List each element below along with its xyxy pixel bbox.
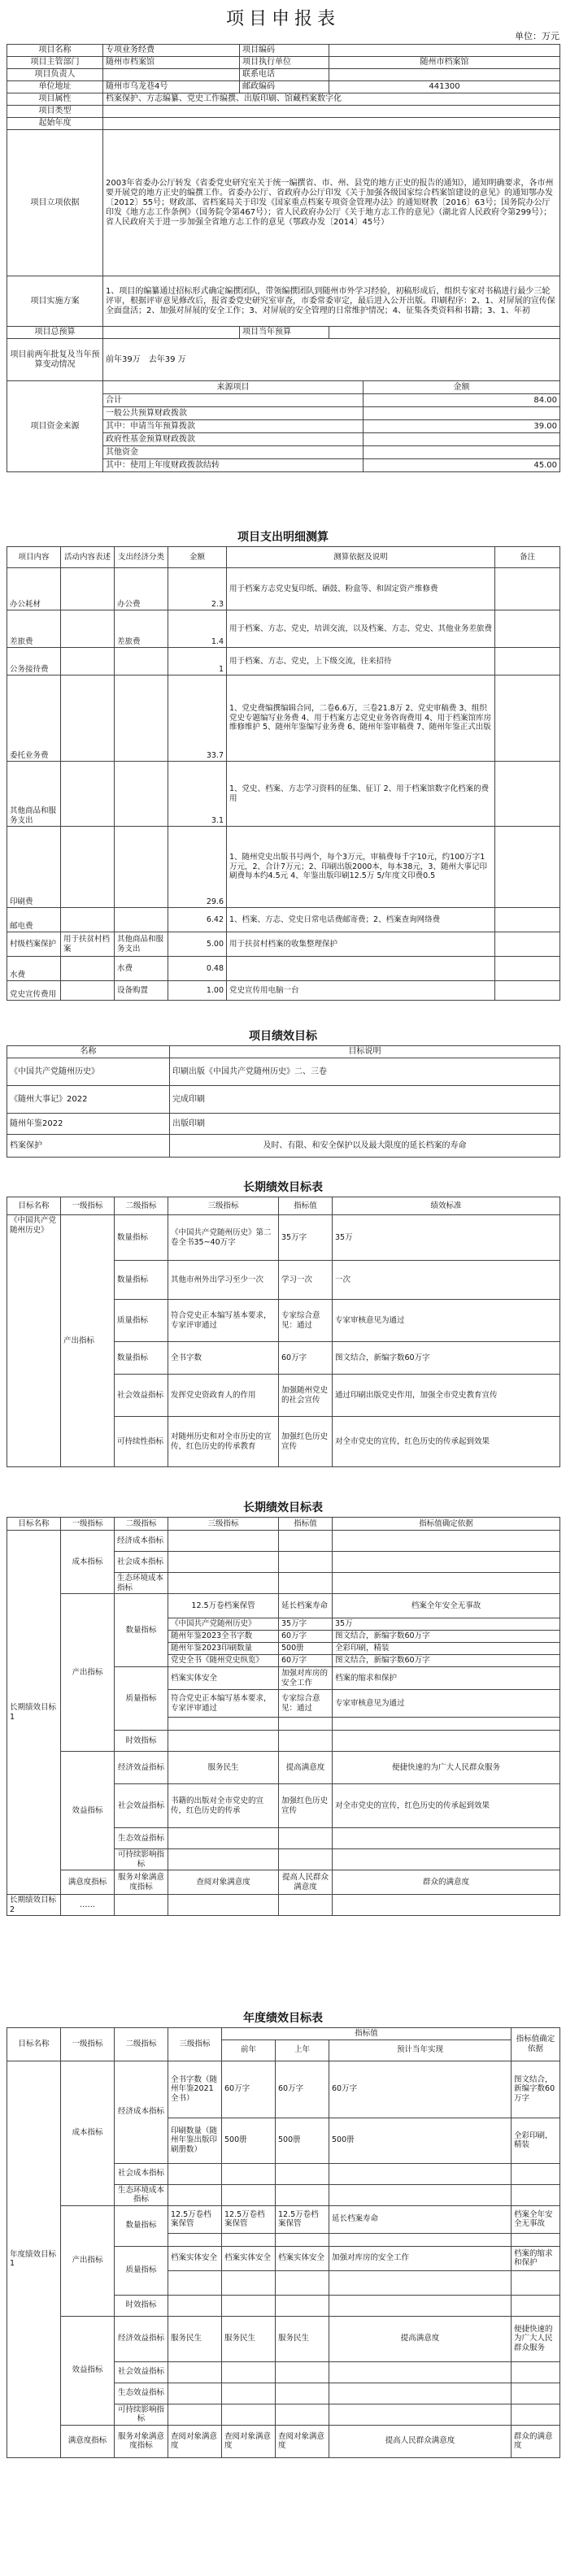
long1-header: 指标值 <box>279 1197 333 1215</box>
performance-goal: 印刷出版《中国共产党随州历史》二、三卷 <box>170 1058 560 1086</box>
long1-level2: 质量指标 <box>115 1300 168 1342</box>
project-name-value: 专项业务经费 <box>103 45 240 57</box>
funding-row-amount: 84.00 <box>364 394 560 407</box>
long2-level3: 符合党史正本编写基本要求，专家评审通过 <box>168 1690 279 1718</box>
basic-info-section <box>0 44 566 472</box>
funding-label: 项目资金来源 <box>7 381 103 472</box>
long2-level3: 随州年鉴2023印刷数量 <box>168 1643 279 1655</box>
attr-value: 档案保护、方志编纂、党史工作编撰、出版印刷、馆藏档案数字化 <box>103 93 560 106</box>
annual-title: 年度绩效目标表 <box>243 2012 323 2025</box>
expense-class <box>115 675 168 762</box>
long1-level2: 可持续性指标 <box>115 1417 168 1467</box>
owner-label: 项目负责人 <box>7 69 103 81</box>
long2-social-value: 加强红色历史宣传 <box>279 1784 333 1828</box>
long1-standard: 对全市党史的宣传，红色历史的传承起到效果 <box>333 1417 560 1467</box>
annual-econ-a: 服务民生 <box>222 2316 276 2361</box>
funding-row-name: 其他资金 <box>103 446 364 459</box>
annual-cost-l2: 经济成本指标 <box>115 2061 168 2163</box>
expense-activity <box>61 981 115 1001</box>
annual-sat-l2: 服务对象满意度指标 <box>115 2425 168 2457</box>
expense-amount: 3.1 <box>168 762 227 827</box>
expense-note <box>495 610 560 648</box>
basis-value: 2003年省委办公厅转发《省委党史研究室关于统一编撰省、市、州、县党的地方正史的报告的通知》，通知明确要求，各市州要开展党的地方正史的编撰工作。省委办公厅、省政府办公厅印发《关于加强各级国家综合档案馆建设的意见》的通知鄂办发〔2012〕55号；财政部、省档案局关于印发《国家重点档案专项资金管理办法》的通知财教〔2016〕63号；国务院办公厅印发《地方志工作条例》（国务院令第467号）；省人民政府办公厅《关于地方志工作的意见》（湖北省人民政府令第299号）；省人民政府关于进一步加强全省地方志工作的意见（鄂政办发〔2014〕45号） <box>103 130 560 276</box>
project-name-label: 项目名称 <box>7 45 103 57</box>
funding-row-name: 其中：申请当年预算拨款 <box>103 420 364 433</box>
expense-header: 测算依据及说明 <box>227 547 495 568</box>
annual-social: 社会效益指标 <box>115 2361 168 2383</box>
annual-std: 全彩印刷，精装 <box>512 2118 560 2163</box>
performance-goal: 及时、有限、和安全保护以及最大限度的延长档案的寿命 <box>170 1135 560 1158</box>
annual-sat-l3: 查阅对象满意度 <box>168 2425 222 2457</box>
annual-c: 500册 <box>329 2118 512 2163</box>
long1-level3: 符合党史正本编写基本要求，专家评审通过 <box>168 1300 279 1342</box>
annual-l3: 档案实体安全 <box>168 2246 222 2270</box>
funding-row-name: 政府性基金预算财政拨款 <box>103 433 364 446</box>
annual-b: 60万字 <box>276 2061 329 2118</box>
expense-activity <box>61 908 115 932</box>
annual-a: 60万字 <box>222 2061 276 2118</box>
expense-item: 委托业务费 <box>7 675 61 762</box>
long1-value: 专家综合意见：通过 <box>279 1300 333 1342</box>
dept-value: 随州市档案馆 <box>103 57 240 69</box>
annual-sat-c: 提高人民群众满意度 <box>329 2425 512 2457</box>
long1-level3: 《中国共产党随州历史》第二卷全书35~40万字 <box>168 1215 279 1261</box>
expense-note <box>495 762 560 827</box>
expense-activity <box>61 568 115 610</box>
expense-class: 水费 <box>115 957 168 981</box>
annual-std: 图文结合，新编字数60万字 <box>512 2061 560 2118</box>
annual-l3: 全书字数（随州年鉴2021全书） <box>168 2061 222 2118</box>
long2-cost-item: 经济成本指标 <box>115 1531 168 1552</box>
expense-note <box>495 908 560 932</box>
project-code-label: 项目编码 <box>240 45 329 57</box>
expense-activity <box>61 827 115 908</box>
expense-item: 其他商品和服务支出 <box>7 762 61 827</box>
long1-header: 三级指标 <box>168 1197 279 1215</box>
expense-note <box>495 568 560 610</box>
impl-value: 1、项目的编纂通过招标形式确定编撰团队，带领编撰团队到随州市外学习经验，初稿形成后，组织专家对书稿进行最少三轮评审，根据评审意见修改后，报省委党史研究室审查，市委常委审定，最后进入公开出版。印刷程序：2、1、对屏展的宣传保全面盘活；2、加强对屏展的安全工作；3、对屏展的安全管理的日常维护情况；4、征集各类资料和书籍；3、1、年初 <box>103 276 560 327</box>
funding-row-name: 其中：使用上年度财政拨款结转 <box>103 459 364 472</box>
long2-value: 35万字 <box>279 1618 333 1631</box>
performance-table <box>7 1045 560 1158</box>
long2-level3: 档案实体安全 <box>168 1667 279 1690</box>
long1-goal: 《中国共产党随州历史》 <box>7 1215 61 1467</box>
long1-standard: 专家审核意见为通过 <box>333 1300 560 1342</box>
expense-desc: 党史宣传用电脑一台 <box>227 981 495 1001</box>
annual-a: 500册 <box>222 2118 276 2163</box>
type-value <box>103 106 560 118</box>
expense-amount: 6.42 <box>168 908 227 932</box>
long1-value: 学习一次 <box>279 1261 333 1300</box>
annual-quality: 质量指标 <box>115 2246 168 2295</box>
funding-row-amount <box>364 407 560 420</box>
funding-row-amount <box>364 433 560 446</box>
expense-header: 备注 <box>495 547 560 568</box>
long-term-title-2: 长期绩效目标表 <box>243 1501 323 1514</box>
long2-sat-l3: 查阅对象满意度 <box>168 1870 279 1895</box>
long2-goal: 长期绩效目标1 <box>7 1531 61 1895</box>
expense-amount: 0.48 <box>168 957 227 981</box>
long2-header: 目标名称 <box>7 1518 61 1531</box>
year-label: 起始年度 <box>7 118 103 130</box>
annual-std: 档案的缩求和保护 <box>512 2246 560 2270</box>
annual-econ-c: 提高满意度 <box>329 2316 512 2361</box>
long1-level1: 产出指标 <box>61 1215 115 1467</box>
long1-header: 绩效标准 <box>333 1197 560 1215</box>
expense-amount: 33.7 <box>168 675 227 762</box>
expense-activity <box>61 675 115 762</box>
long1-standard: 35万 <box>333 1215 560 1261</box>
long2-header: 一级指标 <box>61 1518 115 1531</box>
performance-name: 《随州大事记》2022 <box>7 1086 170 1114</box>
long2-sat-l2: 服务对象满意度指标 <box>115 1870 168 1895</box>
basic-info-table <box>7 44 560 381</box>
performance-name: 随州年鉴2022 <box>7 1114 170 1135</box>
expense-section <box>0 527 566 1001</box>
expense-amount: 1.00 <box>168 981 227 1001</box>
expense-item: 邮电费 <box>7 908 61 932</box>
annual-cost-item: 社会成本指标 <box>115 2163 168 2184</box>
expense-item: 水费 <box>7 957 61 981</box>
long1-value: 35万字 <box>279 1215 333 1261</box>
expense-class: 其他商品和服务支出 <box>115 932 168 957</box>
long1-standard: 图文结合，新编字数60万字 <box>333 1342 560 1375</box>
address-label: 单位地址 <box>7 81 103 93</box>
performance-name: 档案保护 <box>7 1135 170 1158</box>
expense-note <box>495 957 560 981</box>
expense-desc: 用于档案方志党史复印纸、硒鼓、粉盒等、和固定资产维修费 <box>227 568 495 610</box>
long1-level2: 数量指标 <box>115 1215 168 1261</box>
basis-label: 项目立项依据 <box>7 130 103 276</box>
expense-item: 党史宣传费用 <box>7 981 61 1001</box>
expense-desc <box>227 957 495 981</box>
long2-econ-std: 便捷快速的为广大人民群众服务 <box>333 1752 560 1784</box>
annual-b: 档案实体安全 <box>276 2246 329 2270</box>
performance-section <box>0 1026 566 1158</box>
expense-header: 活动内容表述 <box>61 547 115 568</box>
annual-header-l3: 三级指标 <box>168 2028 222 2061</box>
long-term-table-1 <box>7 1197 560 1467</box>
funding-row-amount: 39.00 <box>364 420 560 433</box>
expense-note <box>495 932 560 957</box>
annual-std <box>512 2270 560 2295</box>
long1-value: 60万字 <box>279 1342 333 1375</box>
annual-c: 加强对库房的安全工作 <box>329 2246 512 2270</box>
annual-l3 <box>168 2270 222 2295</box>
annual-sat-a: 查阅对象满意度 <box>222 2425 276 2457</box>
expense-amount: 1 <box>168 648 227 675</box>
current-budget-label: 项目当年预算 <box>240 327 329 339</box>
long1-level3: 对随州历史和对全市历史的宣传，红色历史的传承教育 <box>168 1417 279 1467</box>
annual-econ-std: 便捷快速的为广大人民群众服务 <box>512 2316 560 2361</box>
long1-level2: 社会效益指标 <box>115 1375 168 1417</box>
annual-time: 时效指标 <box>115 2295 168 2316</box>
funding-row-amount <box>364 446 560 459</box>
annual-header-prev: 上年 <box>276 2040 329 2061</box>
annual-header-cur: 预计当年实现 <box>329 2040 512 2061</box>
zip-label: 邮政编码 <box>240 81 329 93</box>
annual-header-value: 指标值 <box>222 2028 512 2040</box>
funding-row-name: 一般公共预算财政拨款 <box>103 407 364 420</box>
long2-level3: 《中国共产党随州历史》 <box>168 1618 279 1631</box>
long2-header: 三级指标 <box>168 1518 279 1531</box>
long2-dots: …… <box>61 1895 115 1916</box>
annual-eco: 生态效益指标 <box>115 2383 168 2404</box>
expense-item: 办公耗材 <box>7 568 61 610</box>
expense-table <box>7 546 560 1001</box>
long2-standard: 图文结合，新编字数60万字 <box>333 1655 560 1667</box>
type-label: 项目类型 <box>7 106 103 118</box>
long2-social-l3: 书籍的出版对全市党史的宣传，红色历史的传承 <box>168 1784 279 1828</box>
long1-header: 一级指标 <box>61 1197 115 1215</box>
annual-c: 延长档案寿命 <box>329 2205 512 2233</box>
long1-standard: 通过印刷出版党史作用，加强全市党史教育宣传 <box>333 1375 560 1417</box>
expense-class: 设备购置 <box>115 981 168 1001</box>
annual-header-l2: 二级指标 <box>115 2028 168 2061</box>
long2-quality: 质量指标 <box>115 1667 168 1731</box>
long1-level2: 数量指标 <box>115 1342 168 1375</box>
expense-activity <box>61 610 115 648</box>
annual-c <box>329 2270 512 2295</box>
expense-class: 差旅费 <box>115 610 168 648</box>
long2-time: 时效指标 <box>115 1731 168 1752</box>
long2-output: 产出指标 <box>61 1594 115 1752</box>
annual-sat-std: 群众的满意度 <box>512 2425 560 2457</box>
long2-level3: 随州年鉴2023全书字数 <box>168 1631 279 1643</box>
annual-header-std: 指标值确定依据 <box>512 2028 560 2061</box>
annual-b: 500册 <box>276 2118 329 2163</box>
long2-header: 指标值 <box>279 1518 333 1531</box>
long2-cost: 成本指标 <box>61 1531 115 1594</box>
prev-budget-value: 前年39万 去年39 万 <box>103 339 560 381</box>
expense-amount: 1.4 <box>168 610 227 648</box>
annual-sat: 满意度指标 <box>61 2425 115 2457</box>
performance-title: 项目绩效目标 <box>249 1030 317 1043</box>
long-term-title-1: 长期绩效目标表 <box>243 1181 323 1194</box>
annual-a <box>222 2270 276 2295</box>
long2-econ-l3: 服务民生 <box>168 1752 279 1784</box>
long2-standard: 档案全年安全无事故 <box>333 1594 560 1618</box>
expense-note <box>495 981 560 1001</box>
long2-standard: 35万 <box>333 1618 560 1631</box>
long1-level3: 全书字数 <box>168 1342 279 1375</box>
expense-header: 支出经济分类 <box>115 547 168 568</box>
expense-desc: 用于档案、方志、党史，上下级交流，往来招待 <box>227 648 495 675</box>
long1-level2: 数量指标 <box>115 1261 168 1300</box>
long2-sat-std: 群众的满意度 <box>333 1870 560 1895</box>
long2-econ: 经济效益指标 <box>115 1752 168 1784</box>
expense-class <box>115 648 168 675</box>
long2-sus: 可持续影响指标 <box>115 1849 168 1870</box>
funding-table <box>7 380 560 472</box>
long2-social: 社会效益指标 <box>115 1784 168 1828</box>
attr-label: 项目属性 <box>7 93 103 106</box>
expense-note <box>495 648 560 675</box>
expense-desc: 1、党史、档案、方志学习资料的征集、征订 2、用于档案馆数字化档案的费用 <box>227 762 495 827</box>
owner-value <box>103 69 240 81</box>
annual-l3: 印刷数量（随州年鉴出版印刷册数） <box>168 2118 222 2163</box>
expense-note <box>495 827 560 908</box>
expense-title: 项目支出明细测算 <box>237 531 329 544</box>
project-code-value <box>329 45 560 57</box>
address-value: 随州市乌龙巷4号 <box>103 81 240 93</box>
total-budget-label: 项目总预算 <box>7 327 103 339</box>
long2-quantity: 数量指标 <box>115 1594 168 1667</box>
annual-c: 60万字 <box>329 2061 512 2118</box>
long2-standard: 图文结合，新编字数60万字 <box>333 1631 560 1643</box>
performance-goal: 完成印刷 <box>170 1086 560 1114</box>
long1-value: 加强红色历史宣传 <box>279 1417 333 1467</box>
annual-cost-item: 生态环境成本指标 <box>115 2184 168 2205</box>
exec-unit-label: 项目执行单位 <box>240 57 329 69</box>
annual-std: 档案全年安全无事故 <box>512 2205 560 2233</box>
annual-benefit: 效益指标 <box>61 2316 115 2425</box>
annual-header-prev2: 前年 <box>222 2040 276 2061</box>
long2-standard: 专家审核意见为通过 <box>333 1690 560 1718</box>
performance-header-goal: 目标说明 <box>170 1046 560 1058</box>
annual-quantity: 数量指标 <box>115 2205 168 2246</box>
dept-label: 项目主管部门 <box>7 57 103 69</box>
expense-item: 村级档案保护 <box>7 932 61 957</box>
prev-budget-label: 项目前两年批复及当年预算变动情况 <box>7 339 103 381</box>
long1-level3: 其他市州外出学习至少一次 <box>168 1261 279 1300</box>
annual-header-l1: 一级指标 <box>61 2028 115 2061</box>
expense-activity <box>61 648 115 675</box>
expense-header: 金额 <box>168 547 227 568</box>
annual-output: 产出指标 <box>61 2205 115 2316</box>
expense-desc: 用于档案、方志、党史，培训交流，以及档案、方志、党史、其他业务差旅费 <box>227 610 495 648</box>
annual-goal: 年度绩效目标1 <box>7 2061 61 2457</box>
expense-class: 办公费 <box>115 568 168 610</box>
long2-benefit: 效益指标 <box>61 1752 115 1870</box>
exec-unit-value: 随州市档案馆 <box>329 57 560 69</box>
annual-econ-l3: 服务民生 <box>168 2316 222 2361</box>
long2-eco: 生态效益指标 <box>115 1828 168 1849</box>
annual-a: 档案实体安全 <box>222 2246 276 2270</box>
long2-value: 专家综合意见：通过 <box>279 1690 333 1718</box>
year-value <box>103 118 560 130</box>
expense-item: 公务接待费 <box>7 648 61 675</box>
expense-activity <box>61 957 115 981</box>
long1-header: 目标名称 <box>7 1197 61 1215</box>
performance-goal: 出版印刷 <box>170 1114 560 1135</box>
long2-value: 60万字 <box>279 1655 333 1667</box>
long-term-table-2 <box>7 1517 560 1916</box>
funding-row-amount: 45.00 <box>364 459 560 472</box>
long2-social-std: 对全市党史的宣传，红色历史的传承起到效果 <box>333 1784 560 1828</box>
long2-sat-value: 提高人民群众满意度 <box>279 1870 333 1895</box>
expense-desc: 1、党史费编撰编辑合同，二卷6.6万，三卷21.8万 2、党史审稿费 3、组织党史专题编写业务费 4、用于档案方志党史业务咨询费用 4、用于档案馆库房维修维护 5、随州年鉴编写业务费 6、随州年鉴审稿费 7、随州年鉴正式出版 <box>227 675 495 762</box>
long2-goal2: 长期绩效目标2 <box>7 1895 61 1916</box>
long1-header: 二级指标 <box>115 1197 168 1215</box>
annual-sat-b: 查阅对象满意度 <box>276 2425 329 2457</box>
expense-amount: 29.6 <box>168 827 227 908</box>
long2-header: 指标值确定依据 <box>333 1518 560 1531</box>
expense-amount: 2.3 <box>168 568 227 610</box>
tel-label: 联系电话 <box>240 69 329 81</box>
performance-name: 《中国共产党随州历史》 <box>7 1058 170 1086</box>
long2-value: 延长档案寿命 <box>279 1594 333 1618</box>
annual-a: 12.5万卷档案保管 <box>222 2205 276 2233</box>
expense-desc: 1、档案、方志、党史日常电话费邮寄费；2、档案查询网络费 <box>227 908 495 932</box>
performance-header-name: 名称 <box>7 1046 170 1058</box>
expense-header: 项目内容 <box>7 547 61 568</box>
annual-l3: 12.5万卷档案保管 <box>168 2205 222 2233</box>
annual-table <box>7 2027 560 2458</box>
long2-cost-item: 社会成本指标 <box>115 1552 168 1573</box>
annual-econ-b: 服务民生 <box>276 2316 329 2361</box>
expense-class <box>115 762 168 827</box>
expense-note <box>495 675 560 762</box>
long-term-section-2 <box>0 1497 566 1916</box>
expense-class <box>115 908 168 932</box>
expense-desc: 用于扶贫村档案的收集整理保护 <box>227 932 495 957</box>
annual-section <box>0 2008 566 2458</box>
impl-label: 项目实施方案 <box>7 276 103 327</box>
expense-item: 差旅费 <box>7 610 61 648</box>
long2-value: 加强对库房的安全工作 <box>279 1667 333 1690</box>
zip-value: 441300 <box>329 81 560 93</box>
long2-value: 500册 <box>279 1643 333 1655</box>
expense-desc: 1、随州党史出版书号两个，每个3万元，审稿费每千字10元，约100万字1万元，2、合计7万元；2、印刷出版2000本，每本38元，3、随州大事记印刷费每本约4.5元 4、年鉴出版印刷12.5万 5/年度文印费0.5 <box>227 827 495 908</box>
total-budget-value <box>103 327 240 339</box>
funding-header-source: 来源项目 <box>103 381 364 394</box>
annual-header-goal: 目标名称 <box>7 2028 61 2061</box>
funding-row-name: 合计 <box>103 394 364 407</box>
long2-econ-value: 提高满意度 <box>279 1752 333 1784</box>
current-budget-value <box>329 327 560 339</box>
funding-header-amount: 金额 <box>364 381 560 394</box>
page-title: 项目申报表 <box>225 9 340 29</box>
expense-class <box>115 827 168 908</box>
long2-sat: 满意度指标 <box>61 1870 115 1895</box>
long2-level3: 12.5万卷档案保管 <box>168 1594 279 1618</box>
unit-label: 单位：万元 <box>515 31 559 41</box>
expense-amount: 5.00 <box>168 932 227 957</box>
annual-econ: 经济效益指标 <box>115 2316 168 2361</box>
long2-level3: 党史全书《随州党史纵览》 <box>168 1655 279 1667</box>
annual-cost: 成本指标 <box>61 2061 115 2205</box>
annual-b <box>276 2270 329 2295</box>
long2-standard: 全彩印刷，精装 <box>333 1643 560 1655</box>
expense-item: 印刷费 <box>7 827 61 908</box>
long2-standard: 档案的缩求和保护 <box>333 1667 560 1690</box>
long1-standard: 一次 <box>333 1261 560 1300</box>
long2-cost-item: 生态环境成本指标 <box>115 1573 168 1594</box>
tel-value <box>329 69 560 81</box>
long-term-section-1 <box>0 1177 566 1467</box>
long1-value: 加强随州党史的社会宣传 <box>279 1375 333 1417</box>
annual-sus: 可持续影响指标 <box>115 2404 168 2425</box>
long1-level3: 发挥党史资政育人的作用 <box>168 1375 279 1417</box>
annual-b: 12.5万卷档案保管 <box>276 2205 329 2233</box>
long2-value: 60万字 <box>279 1631 333 1643</box>
expense-activity: 用于扶贫村档案 <box>61 932 115 957</box>
long2-header: 二级指标 <box>115 1518 168 1531</box>
expense-activity <box>61 762 115 827</box>
